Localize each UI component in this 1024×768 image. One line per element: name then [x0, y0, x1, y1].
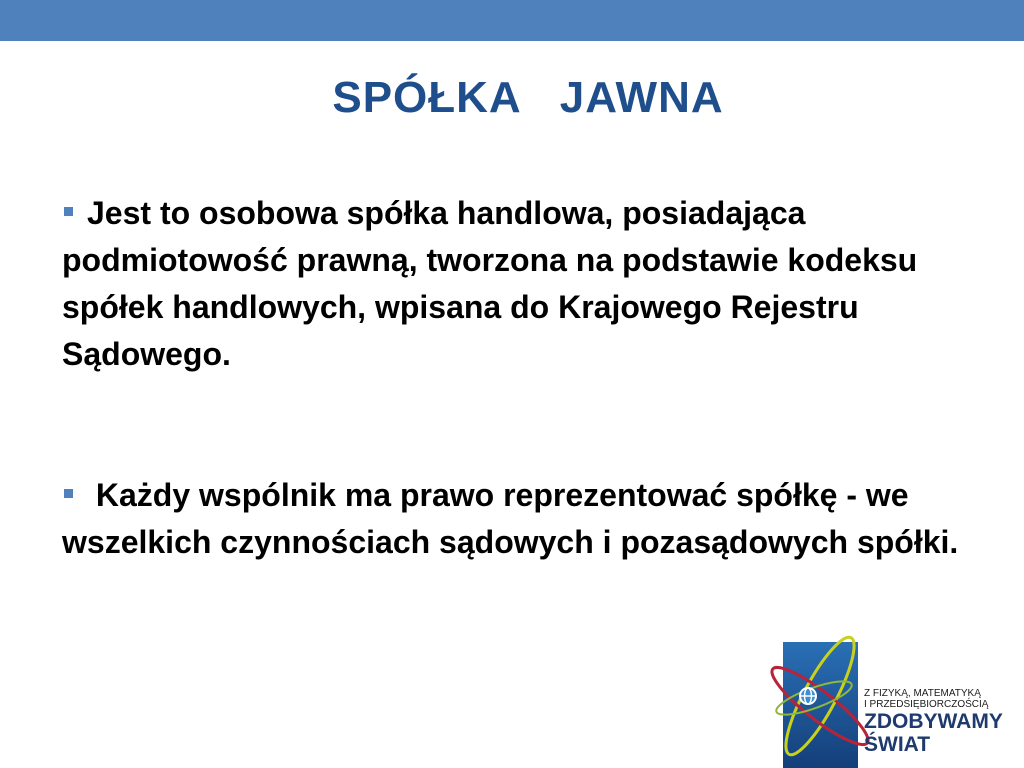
slide-title: SPÓŁKA JAWNA	[332, 73, 724, 122]
square-bullet-icon	[64, 207, 73, 216]
logo-wordmark-line: ŚWIAT	[864, 733, 931, 756]
logo-subtitle-line: Z FIZYKĄ, MATEMATYKĄ	[864, 688, 981, 699]
logo-subtitle-line: I PRZEDSIĘBIORCZOŚCIĄ	[864, 699, 989, 710]
logo-wordmark-line: ZDOBYWAMY	[864, 710, 1003, 733]
square-bullet-icon	[64, 489, 73, 498]
bullet-text: Jest to osobowa spółka handlowa, posiadająca podmiotowość prawną, tworzona na podstawie kodeksu spółek handlowych, wpisana do Krajowego Rejestru Sądowego.	[62, 195, 918, 372]
bullet-item	[62, 190, 962, 378]
top-accent-bar	[0, 0, 1024, 41]
bullet-text: Każdy wspólnik ma prawo reprezentować spółkę - we wszelkich czynnościach sądowych i pozasądowych spółki.	[62, 477, 959, 560]
logo-subtitle	[864, 688, 988, 710]
logo-panel	[783, 642, 858, 768]
logo-wordmark	[864, 710, 1003, 756]
slide-content	[62, 190, 962, 566]
bullet-item	[62, 472, 962, 566]
